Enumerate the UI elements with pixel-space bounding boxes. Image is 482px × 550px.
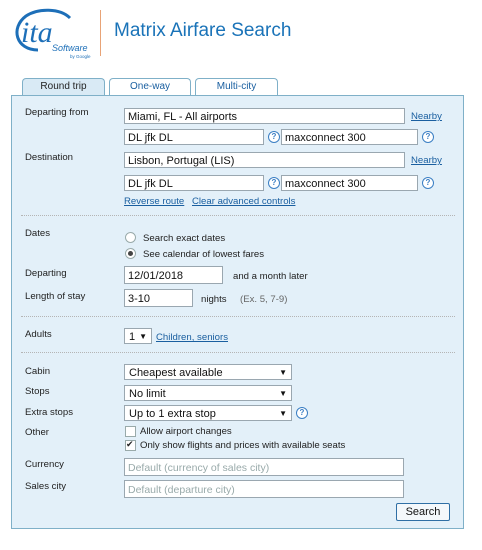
svg-text:Software: Software bbox=[52, 43, 88, 53]
header-divider bbox=[100, 10, 101, 56]
stay-label: Length of stay bbox=[25, 291, 86, 302]
stops-label: Stops bbox=[25, 386, 50, 397]
extra-stops-select[interactable] bbox=[124, 405, 292, 421]
departing-from-label: Departing from bbox=[25, 107, 89, 118]
chevron-down-icon: ▼ bbox=[279, 368, 287, 377]
routing-help-icon[interactable]: ? bbox=[268, 177, 280, 189]
stay-unit: nights bbox=[201, 294, 227, 305]
exact-dates-radio[interactable] bbox=[125, 232, 136, 243]
cabin-select[interactable] bbox=[124, 364, 292, 380]
currency-input[interactable]: Default (currency of sales city) bbox=[124, 458, 404, 476]
tab-multi-city[interactable]: Multi-city bbox=[195, 78, 278, 95]
exact-dates-label: Search exact dates bbox=[143, 233, 226, 244]
departing-date-input[interactable]: 12/01/2018 bbox=[124, 266, 223, 284]
calendar-radio[interactable] bbox=[125, 248, 136, 259]
stay-hint: (Ex. 5, 7-9) bbox=[240, 294, 288, 305]
section-divider bbox=[21, 215, 455, 216]
currency-label: Currency bbox=[25, 459, 64, 470]
extra-stops-select-value: Up to 1 extra stop bbox=[129, 408, 216, 420]
stops-select[interactable] bbox=[124, 385, 292, 401]
chevron-down-icon: ▼ bbox=[279, 389, 287, 398]
destination-nearby-link[interactable]: Nearby bbox=[411, 155, 442, 166]
allow-airport-changes-label: Allow airport changes bbox=[140, 426, 232, 437]
only-available-checkbox[interactable] bbox=[125, 440, 136, 451]
chevron-down-icon: ▼ bbox=[279, 409, 287, 418]
clear-advanced-link[interactable]: Clear advanced controls bbox=[192, 196, 296, 207]
adults-select-value: 1 bbox=[129, 331, 136, 343]
departing-date-label: Departing bbox=[25, 268, 67, 279]
destination-extension-input[interactable]: maxconnect 300 bbox=[281, 175, 418, 191]
departing-routing-input[interactable]: DL jfk DL bbox=[124, 129, 264, 145]
app-title: Matrix Airfare Search bbox=[114, 20, 292, 41]
reverse-route-link[interactable]: Reverse route bbox=[124, 196, 185, 207]
section-divider bbox=[21, 316, 455, 317]
extension-help-icon[interactable]: ? bbox=[422, 131, 434, 143]
calendar-label: See calendar of lowest fares bbox=[143, 249, 265, 260]
sales-city-input[interactable]: Default (departure city) bbox=[124, 480, 404, 498]
other-label: Other bbox=[25, 427, 49, 438]
search-form-panel bbox=[11, 95, 464, 529]
ita-software-logo bbox=[8, 6, 98, 61]
departing-nearby-link[interactable]: Nearby bbox=[411, 111, 442, 122]
adults-select[interactable] bbox=[124, 328, 152, 344]
only-available-label: Only show flights and prices with available seats bbox=[140, 440, 346, 451]
adults-label: Adults bbox=[25, 329, 52, 340]
departing-date-suffix: and a month later bbox=[233, 271, 308, 282]
allow-airport-changes-checkbox[interactable] bbox=[125, 426, 136, 437]
search-button[interactable]: Search bbox=[396, 503, 450, 521]
tab-round-trip[interactable]: Round trip bbox=[22, 78, 105, 96]
chevron-down-icon: ▼ bbox=[139, 332, 147, 341]
departing-from-input[interactable]: Miami, FL - All airports bbox=[124, 108, 405, 124]
extension-help-icon[interactable]: ? bbox=[422, 177, 434, 189]
sales-city-label: Sales city bbox=[25, 481, 67, 492]
stay-input[interactable]: 3-10 bbox=[124, 289, 193, 307]
cabin-label: Cabin bbox=[25, 366, 51, 377]
stops-select-value: No limit bbox=[129, 388, 166, 400]
routing-help-icon[interactable]: ? bbox=[268, 131, 280, 143]
cabin-select-value: Cheapest available bbox=[129, 367, 223, 379]
svg-text:ita: ita bbox=[21, 16, 53, 49]
departing-extension-input[interactable]: maxconnect 300 bbox=[281, 129, 418, 145]
destination-input[interactable]: Lisbon, Portugal (LIS) bbox=[124, 152, 405, 168]
extra-stops-help-icon[interactable]: ? bbox=[296, 407, 308, 419]
section-divider bbox=[21, 352, 455, 353]
dates-label: Dates bbox=[25, 228, 51, 239]
extra-stops-label: Extra stops bbox=[25, 407, 73, 418]
svg-text:by Google: by Google bbox=[70, 54, 91, 59]
destination-routing-input[interactable]: DL jfk DL bbox=[124, 175, 264, 191]
tab-one-way[interactable]: One-way bbox=[109, 78, 191, 95]
children-seniors-link[interactable]: Children, seniors bbox=[156, 332, 228, 343]
destination-label: Destination bbox=[25, 152, 73, 163]
